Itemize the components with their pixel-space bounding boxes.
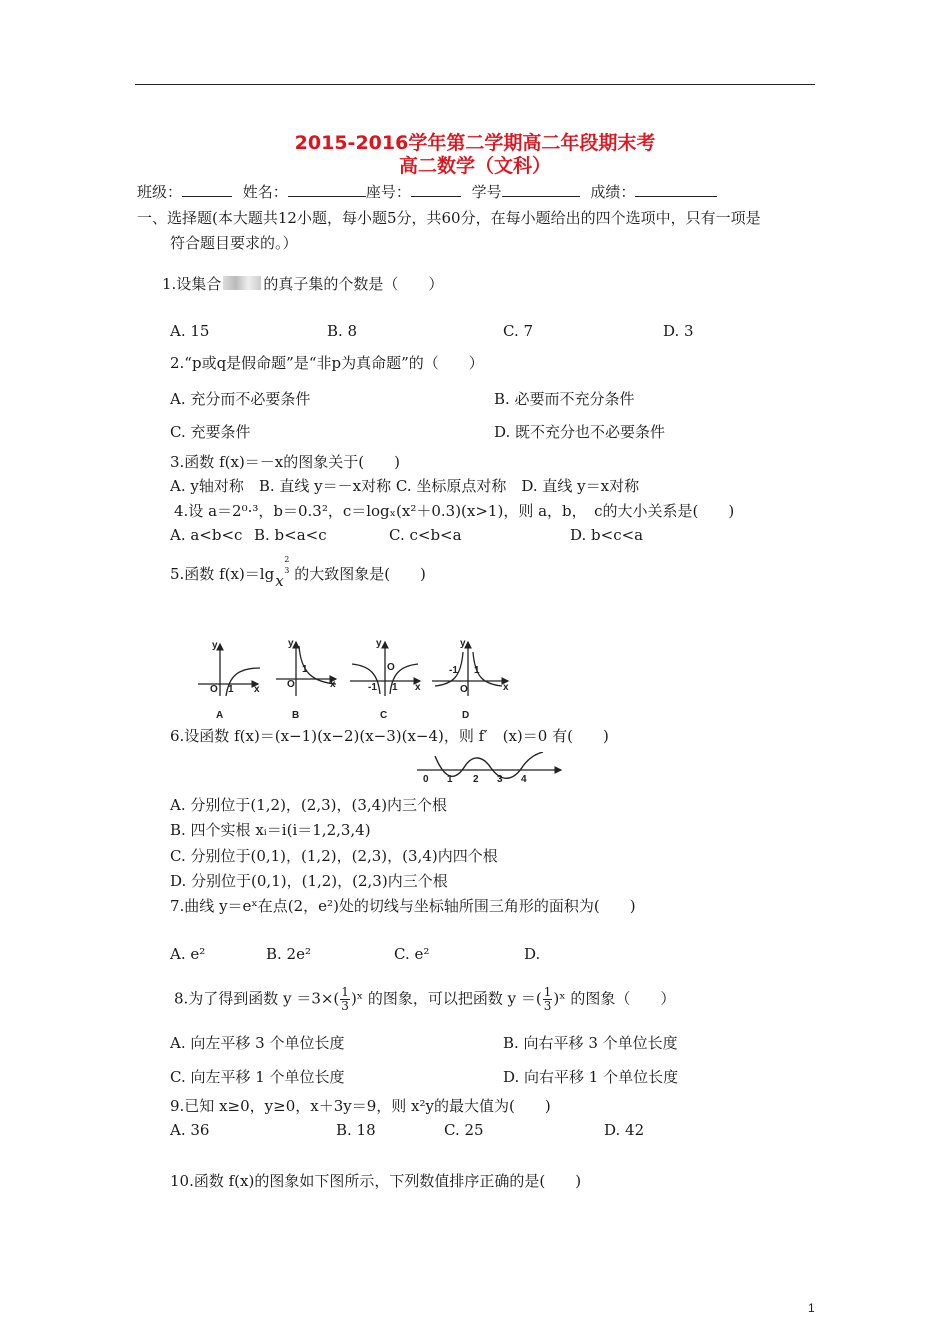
q1-option-a: A. 15 (170, 322, 210, 340)
q9-option-d: D. 42 (604, 1121, 645, 1139)
q8-option-c: C. 向左平移 1 个单位长度 (170, 1068, 345, 1086)
section-heading-line1: 一、选择题(本大题共12小题，每小题5分，共60分，在每小题给出的四个选项中，只有一项是 (137, 209, 761, 227)
q8-stem (174, 986, 675, 1013)
q8-option-d: D. 向右平移 1 个单位长度 (503, 1068, 679, 1086)
q3-stem: 3.函数 f(x)＝－x的图象关于( ) (170, 453, 400, 471)
q6-number-line (415, 752, 565, 784)
q5-stem-end: 的大致图象是( ) (294, 565, 426, 583)
q6-option-d: D. 分别位于(0,1)，(1,2)，(2,3)内三个根 (170, 872, 448, 890)
q9-option-a: A. 36 (170, 1121, 210, 1139)
q7-option-d: D. (524, 945, 541, 963)
svg-text:1: 1 (302, 664, 308, 675)
exam-title: 2015-2016学年第二学期高二年段期末考 (294, 132, 656, 154)
q1-stem-start: 1.设集合 (162, 275, 222, 293)
q2-option-d: D. 既不充分也不必要条件 (494, 423, 666, 441)
q4-option-b: B. b<a<c (254, 526, 327, 544)
svg-text:y: y (460, 638, 466, 649)
q6-tick-3: 3 (497, 774, 503, 784)
q1-set-image (223, 276, 261, 290)
svg-text:x: x (330, 679, 336, 690)
q5-graph-b (276, 638, 336, 696)
q1-stem-end: 的真子集的个数是（ ） (263, 275, 444, 293)
class-field[interactable] (182, 182, 232, 197)
q8-option-b: B. 向右平移 3 个单位长度 (503, 1034, 678, 1052)
q8-option-a: A. 向左平移 3 个单位长度 (170, 1034, 345, 1052)
svg-text:1: 1 (392, 682, 398, 693)
q7-option-c: C. e² (394, 945, 430, 963)
q5-graph-a (198, 640, 260, 696)
q6-stem: 6.设函数 f(x)＝(x−1)(x−2)(x−3)(x−4)，则 f′ (x)＝0 有( ) (170, 727, 609, 745)
q2-option-a: A. 充分而不必要条件 (170, 390, 311, 408)
svg-text:y: y (376, 638, 382, 649)
q7-option-b: B. 2e² (266, 945, 311, 963)
q4-option-a: A. a<b<c (170, 526, 243, 544)
q4-option-d: D. b<c<a (570, 526, 644, 544)
svg-text:x: x (503, 682, 509, 693)
q8-stem-start: 8.为了得到函数 y ＝3×( (174, 989, 340, 1008)
q10-stem: 10.函数 f(x)的图象如下图所示，下列数值排序正确的是( ) (170, 1172, 582, 1190)
q5-graph-a-letter: A (216, 710, 224, 721)
student-no-label: 学号 (471, 183, 502, 201)
q5-stem (170, 555, 426, 590)
q7-stem: 7.曲线 y＝eˣ在点(2，e²)处的切线与坐标轴所围三角形的面积为( ) (170, 897, 636, 915)
q6-option-a: A. 分别位于(1,2)，(2,3)，(3,4)内三个根 (170, 796, 448, 814)
q4-option-c: C. c<b<a (389, 526, 462, 544)
q2-option-c: C. 充要条件 (170, 423, 251, 441)
svg-text:y: y (212, 640, 218, 651)
svg-text:x: x (415, 682, 421, 693)
q9-stem: 9.已知 x≥0，y≥0，x＋3y＝9，则 x²y的最大值为( ) (170, 1097, 551, 1115)
q5-graph-b-letter: B (292, 710, 300, 721)
student-no-field[interactable] (502, 182, 580, 197)
q1-option-d: D. 3 (663, 322, 694, 340)
svg-text:-1: -1 (368, 682, 377, 693)
svg-text:y: y (288, 638, 294, 649)
q8-stem-end: )ˣ 的图象（ ） (553, 989, 676, 1008)
student-info-row (137, 181, 717, 202)
svg-text:x: x (254, 684, 260, 695)
class-label: 班级： (137, 183, 183, 201)
q3-options: A. y轴对称 B. 直线 y＝－x对称 C. 坐标原点对称 D. 直线 y＝x对称 (170, 477, 640, 495)
q5-graph-c (350, 638, 421, 696)
top-rule (135, 84, 815, 85)
score-label: 成绩： (590, 183, 636, 201)
q5-stem-start: 5.函数 f(x)＝lg (170, 565, 275, 583)
q2-option-b: B. 必要而不充分条件 (494, 390, 635, 408)
q6-tick-0: 0 (423, 774, 429, 784)
q4-stem: 4.设 a＝2⁰·³，b＝0.3²，c＝logₓ(x²＋0.3)(x>1)，则 a，b， c的大小关系是( ) (174, 502, 735, 520)
q8-fraction-2: $\frac{1}{3}$ (543, 985, 552, 1013)
svg-text:O: O (387, 662, 395, 673)
q6-tick-2: 2 (473, 774, 479, 784)
q5-graphs (190, 634, 520, 724)
q6-option-c: C. 分别位于(0,1)，(1,2)，(2,3)，(3,4)内四个根 (170, 847, 498, 865)
q1-stem (162, 273, 443, 294)
q6-option-b: B. 四个实根 xᵢ＝i(i＝1,2,3,4) (170, 821, 371, 839)
q1-option-b: B. 8 (327, 322, 358, 340)
page-number: 1 (808, 1301, 815, 1315)
section-heading-line2: 符合题目要求的。） (170, 234, 298, 252)
q6-tick-4: 4 (521, 774, 527, 784)
q5-graph-c-letter: C (380, 710, 388, 721)
seat-field[interactable] (411, 182, 461, 197)
svg-text:-1: -1 (449, 665, 458, 676)
q9-option-c: C. 25 (444, 1121, 484, 1139)
q6-tick-1: 1 (447, 774, 453, 784)
q1-option-c: C. 7 (503, 322, 534, 340)
name-field[interactable] (288, 182, 366, 197)
svg-text:1: 1 (474, 665, 480, 676)
score-field[interactable] (635, 182, 717, 197)
q5-graph-d (432, 638, 509, 696)
q9-option-b: B. 18 (336, 1121, 376, 1139)
svg-text:O: O (460, 684, 468, 695)
q8-stem-middle: )ˣ 的图象，可以把函数 y ＝( (350, 989, 542, 1008)
exam-subtitle: 高二数学（文科） (398, 155, 551, 177)
svg-text:O: O (287, 679, 295, 690)
q2-stem: 2.“p或q是假命题”是“非p为真命题”的（ ） (170, 354, 484, 372)
name-label: 姓名： (242, 183, 288, 201)
q5-exponent-expression: x 2 3 (275, 555, 290, 590)
q5-graph-d-letter: D (462, 710, 470, 721)
seat-label: 座号： (365, 183, 411, 201)
q8-fraction-1: $\frac{1}{3}$ (341, 985, 349, 1013)
svg-text:1: 1 (228, 684, 234, 695)
q7-option-a: A. e² (170, 945, 206, 963)
svg-text:O: O (210, 684, 218, 695)
